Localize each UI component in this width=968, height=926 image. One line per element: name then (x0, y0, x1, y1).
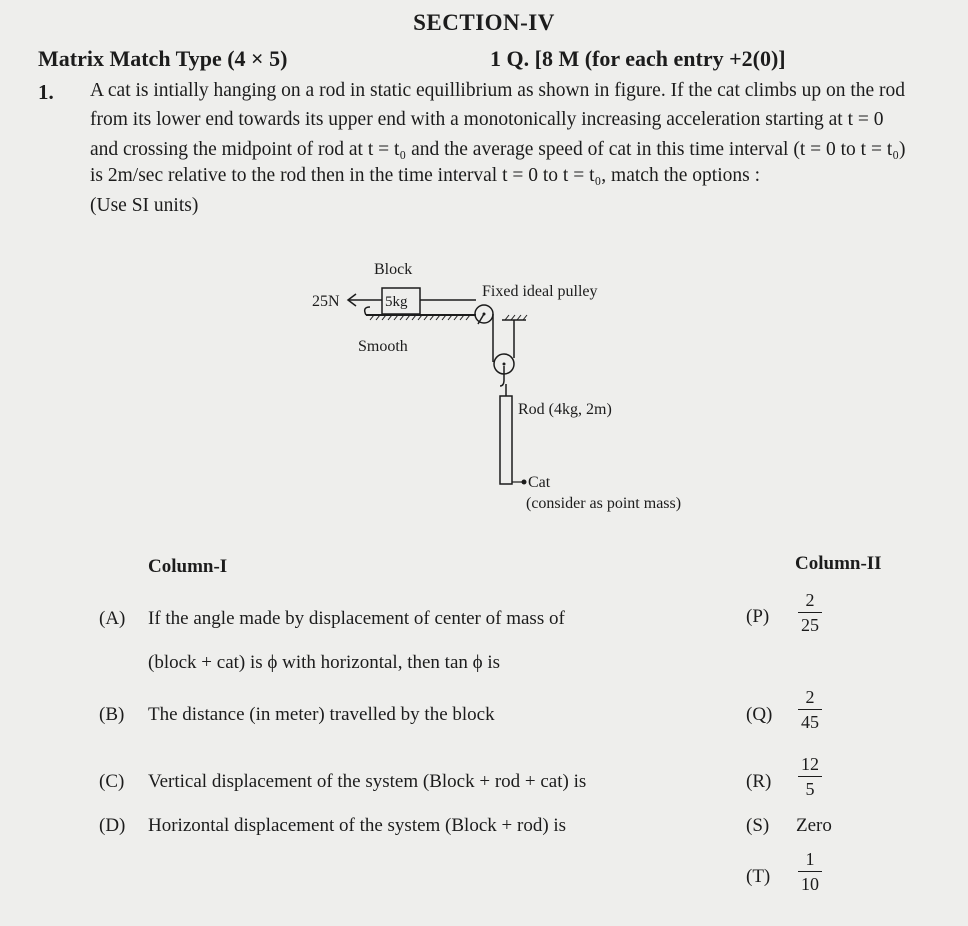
option-q-label: (Q) (746, 704, 773, 725)
cat-note: (consider as point mass) (526, 495, 682, 512)
option-p-value (798, 590, 822, 635)
option-p-denominator: 25 (801, 615, 819, 635)
cat-point (522, 480, 527, 485)
question-marks-info: 1 Q. [8 M (for each entry +2(0)] (490, 46, 786, 71)
option-b-text: The distance (in meter) travelled by the block (148, 704, 495, 725)
question-line-1: A cat is intially hanging on a rod in static equillibrium as shown in figure. If the cat climbs up on the rod (90, 80, 906, 101)
option-q-fraction-bar (798, 709, 822, 710)
cat-label: Cat (528, 474, 551, 491)
option-t-numerator: 1 (805, 849, 815, 869)
option-r-numerator: 12 (801, 754, 819, 774)
question-line-3: and crossing the midpoint of rod at t = t₀ and the average speed of cat in this time interval (t = 0 to t = t₀) (90, 139, 906, 160)
option-d-text: Horizontal displacement of the system (Block + rod) is (148, 815, 567, 836)
physics-diagram (300, 254, 740, 524)
option-p-numerator: 2 (805, 590, 815, 610)
surface-curl (365, 307, 370, 315)
option-d-label: (D) (99, 815, 126, 836)
rod-label: Rod (4kg, 2m) (518, 401, 612, 418)
rod-hook (500, 366, 504, 386)
option-t-denominator: 10 (801, 874, 819, 894)
question-type: Matrix Match Type (4 × 5) (38, 46, 288, 71)
block-mass: 5kg (385, 294, 408, 310)
option-b-label: (B) (99, 704, 125, 725)
question-line-2: from its lower end towards its upper end with a monotonically increasing acceleration starting at t = 0 (90, 109, 884, 130)
pulley-label: Fixed ideal pulley (482, 283, 598, 300)
option-s-label: (S) (746, 815, 770, 836)
option-r-denominator: 5 (805, 779, 815, 799)
option-p-label: (P) (746, 606, 770, 627)
option-c-label: (C) (99, 771, 125, 792)
option-q-numerator: 2 (805, 687, 815, 707)
option-r-value (798, 754, 822, 799)
movable-pulley-axle (503, 363, 506, 366)
option-t-fraction-bar (798, 871, 822, 872)
option-t-label: (T) (746, 866, 771, 887)
option-p-fraction-bar (798, 612, 822, 613)
question-line-5: (Use SI units) (90, 195, 199, 216)
section-title: SECTION-IV (413, 10, 555, 35)
option-r-label: (R) (746, 771, 772, 792)
option-a-label: (A) (99, 608, 126, 629)
option-q-denominator: 45 (801, 712, 819, 732)
option-c-text: Vertical displacement of the system (Block + rod + cat) is (148, 771, 587, 792)
option-s-value: Zero (796, 815, 832, 836)
option-a-text-2: (block + cat) is ϕ with horizontal, then tan ϕ is (148, 652, 501, 673)
surface-label: Smooth (358, 338, 408, 355)
option-t-value (798, 849, 822, 894)
column-1-title: Column-I (148, 556, 228, 577)
option-q-value (798, 687, 822, 732)
force-label: 25N (312, 293, 340, 310)
rod (500, 396, 512, 484)
column-2-title: Column-II (795, 553, 882, 574)
question-number: 1. (38, 80, 54, 104)
block-label: Block (374, 261, 413, 278)
option-a-text: If the angle made by displacement of center of mass of (148, 608, 565, 629)
option-r-fraction-bar (798, 776, 822, 777)
question-line-4: is 2m/sec relative to the rod then in the time interval t = 0 to t = t₀, match the options : (90, 165, 760, 186)
